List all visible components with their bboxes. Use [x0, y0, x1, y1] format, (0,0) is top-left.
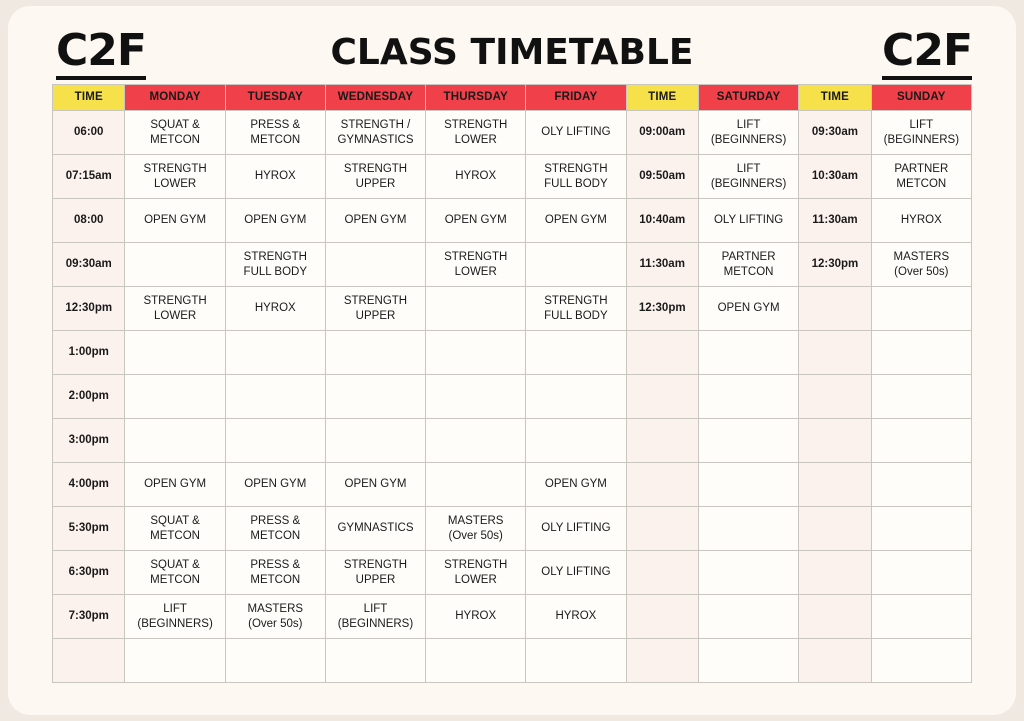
cell-friday: OLY LIFTING — [526, 111, 626, 155]
cell-monday: STRENGTH LOWER — [125, 287, 225, 331]
table-body — [53, 111, 972, 683]
cell-time-sunday — [799, 375, 871, 419]
cell-time-sunday: 12:30pm — [799, 243, 871, 287]
cell-sunday — [871, 639, 971, 683]
header-time-weekday: TIME — [53, 85, 125, 111]
cell-time-sunday: 10:30am — [799, 155, 871, 199]
table-row — [53, 463, 972, 507]
header-friday: FRIDAY — [526, 85, 626, 111]
cell-tuesday — [225, 419, 325, 463]
cell-saturday — [698, 551, 798, 595]
cell-tuesday: HYROX — [225, 155, 325, 199]
cell-saturday: LIFT (BEGINNERS) — [698, 155, 798, 199]
cell-wednesday: GYMNASTICS — [325, 507, 425, 551]
cell-time-sunday: 11:30am — [799, 199, 871, 243]
cell-time-weekday: 1:00pm — [53, 331, 125, 375]
cell-time-sunday — [799, 331, 871, 375]
cell-time-saturday: 09:00am — [626, 111, 698, 155]
cell-monday — [125, 639, 225, 683]
cell-tuesday: OPEN GYM — [225, 463, 325, 507]
cell-time-sunday — [799, 551, 871, 595]
cell-friday — [526, 375, 626, 419]
header-time-saturday: TIME — [626, 85, 698, 111]
table-row — [53, 419, 972, 463]
header-sunday: SUNDAY — [871, 85, 971, 111]
cell-wednesday — [325, 375, 425, 419]
cell-thursday: HYROX — [426, 155, 526, 199]
cell-saturday — [698, 419, 798, 463]
cell-time-saturday: 10:40am — [626, 199, 698, 243]
cell-tuesday — [225, 375, 325, 419]
table-row — [53, 375, 972, 419]
cell-time-sunday — [799, 419, 871, 463]
cell-sunday — [871, 551, 971, 595]
cell-time-saturday — [626, 463, 698, 507]
logo-right: C2F — [882, 28, 972, 80]
cell-sunday — [871, 419, 971, 463]
cell-thursday: HYROX — [426, 595, 526, 639]
timetable-page — [8, 6, 1016, 715]
cell-friday — [526, 639, 626, 683]
table-row — [53, 551, 972, 595]
cell-time-saturday: 11:30am — [626, 243, 698, 287]
cell-time-sunday — [799, 595, 871, 639]
table-row — [53, 243, 972, 287]
cell-sunday: HYROX — [871, 199, 971, 243]
cell-saturday — [698, 375, 798, 419]
cell-friday: STRENGTH FULL BODY — [526, 287, 626, 331]
cell-thursday: MASTERS (Over 50s) — [426, 507, 526, 551]
cell-saturday — [698, 639, 798, 683]
cell-thursday — [426, 419, 526, 463]
cell-friday: OPEN GYM — [526, 463, 626, 507]
cell-thursday: STRENGTH LOWER — [426, 111, 526, 155]
cell-friday — [526, 243, 626, 287]
cell-wednesday: STRENGTH UPPER — [325, 551, 425, 595]
cell-friday — [526, 419, 626, 463]
cell-tuesday: OPEN GYM — [225, 199, 325, 243]
cell-time-weekday: 08:00 — [53, 199, 125, 243]
cell-time-sunday — [799, 287, 871, 331]
cell-time-sunday — [799, 463, 871, 507]
cell-friday: OLY LIFTING — [526, 551, 626, 595]
cell-saturday — [698, 331, 798, 375]
cell-tuesday: PRESS & METCON — [225, 111, 325, 155]
cell-sunday — [871, 331, 971, 375]
cell-time-weekday: 3:00pm — [53, 419, 125, 463]
cell-time-saturday — [626, 375, 698, 419]
cell-tuesday: MASTERS (Over 50s) — [225, 595, 325, 639]
cell-time-saturday — [626, 551, 698, 595]
table-row — [53, 331, 972, 375]
cell-tuesday: STRENGTH FULL BODY — [225, 243, 325, 287]
cell-thursday — [426, 331, 526, 375]
page-title: CLASS TIMETABLE — [330, 32, 694, 73]
cell-thursday — [426, 639, 526, 683]
cell-time-weekday: 12:30pm — [53, 287, 125, 331]
header-time-sunday: TIME — [799, 85, 871, 111]
cell-saturday — [698, 463, 798, 507]
cell-time-weekday — [53, 639, 125, 683]
cell-time-sunday: 09:30am — [799, 111, 871, 155]
cell-sunday — [871, 375, 971, 419]
cell-time-sunday — [799, 639, 871, 683]
cell-time-saturday — [626, 639, 698, 683]
cell-saturday: PARTNER METCON — [698, 243, 798, 287]
cell-time-weekday: 07:15am — [53, 155, 125, 199]
cell-time-saturday — [626, 331, 698, 375]
cell-time-saturday — [626, 507, 698, 551]
cell-time-saturday: 09:50am — [626, 155, 698, 199]
cell-sunday: MASTERS (Over 50s) — [871, 243, 971, 287]
cell-time-weekday: 09:30am — [53, 243, 125, 287]
cell-thursday: STRENGTH LOWER — [426, 243, 526, 287]
cell-time-weekday: 6:30pm — [53, 551, 125, 595]
cell-monday: LIFT (BEGINNERS) — [125, 595, 225, 639]
cell-time-saturday — [626, 595, 698, 639]
cell-wednesday — [325, 419, 425, 463]
cell-thursday: OPEN GYM — [426, 199, 526, 243]
cell-thursday — [426, 463, 526, 507]
cell-wednesday — [325, 331, 425, 375]
cell-friday: HYROX — [526, 595, 626, 639]
header-saturday: SATURDAY — [698, 85, 798, 111]
cell-monday — [125, 375, 225, 419]
cell-thursday — [426, 375, 526, 419]
cell-monday: OPEN GYM — [125, 199, 225, 243]
cell-sunday: PARTNER METCON — [871, 155, 971, 199]
cell-wednesday: STRENGTH / GYMNASTICS — [325, 111, 425, 155]
cell-monday — [125, 243, 225, 287]
class-timetable — [52, 84, 972, 683]
cell-thursday: STRENGTH LOWER — [426, 551, 526, 595]
cell-saturday — [698, 595, 798, 639]
cell-monday: SQUAT & METCON — [125, 551, 225, 595]
cell-tuesday: HYROX — [225, 287, 325, 331]
cell-saturday: OLY LIFTING — [698, 199, 798, 243]
cell-thursday — [426, 287, 526, 331]
cell-tuesday: PRESS & METCON — [225, 551, 325, 595]
cell-time-weekday: 4:00pm — [53, 463, 125, 507]
cell-friday: STRENGTH FULL BODY — [526, 155, 626, 199]
cell-monday — [125, 419, 225, 463]
cell-time-saturday — [626, 419, 698, 463]
logo-left: C2F — [56, 28, 146, 80]
cell-tuesday: PRESS & METCON — [225, 507, 325, 551]
header-tuesday: TUESDAY — [225, 85, 325, 111]
table-row — [53, 287, 972, 331]
cell-wednesday — [325, 243, 425, 287]
cell-sunday — [871, 287, 971, 331]
table-header-row — [53, 85, 972, 111]
cell-friday: OLY LIFTING — [526, 507, 626, 551]
cell-time-weekday: 5:30pm — [53, 507, 125, 551]
cell-time-saturday: 12:30pm — [626, 287, 698, 331]
cell-wednesday: LIFT (BEGINNERS) — [325, 595, 425, 639]
cell-sunday — [871, 507, 971, 551]
cell-time-weekday: 7:30pm — [53, 595, 125, 639]
cell-wednesday: STRENGTH UPPER — [325, 155, 425, 199]
cell-friday: OPEN GYM — [526, 199, 626, 243]
cell-sunday — [871, 595, 971, 639]
cell-sunday: LIFT (BEGINNERS) — [871, 111, 971, 155]
cell-time-sunday — [799, 507, 871, 551]
table-row — [53, 507, 972, 551]
cell-sunday — [871, 463, 971, 507]
cell-tuesday — [225, 639, 325, 683]
cell-wednesday: STRENGTH UPPER — [325, 287, 425, 331]
header-monday: MONDAY — [125, 85, 225, 111]
cell-time-weekday: 06:00 — [53, 111, 125, 155]
cell-monday: SQUAT & METCON — [125, 111, 225, 155]
table-row — [53, 595, 972, 639]
cell-wednesday: OPEN GYM — [325, 463, 425, 507]
header-wednesday: WEDNESDAY — [325, 85, 425, 111]
cell-saturday: LIFT (BEGINNERS) — [698, 111, 798, 155]
cell-monday — [125, 331, 225, 375]
cell-friday — [526, 331, 626, 375]
cell-monday: SQUAT & METCON — [125, 507, 225, 551]
cell-time-weekday: 2:00pm — [53, 375, 125, 419]
cell-wednesday: OPEN GYM — [325, 199, 425, 243]
cell-saturday — [698, 507, 798, 551]
table-row — [53, 639, 972, 683]
cell-monday: STRENGTH LOWER — [125, 155, 225, 199]
cell-monday: OPEN GYM — [125, 463, 225, 507]
cell-saturday: OPEN GYM — [698, 287, 798, 331]
table-row — [53, 111, 972, 155]
cell-tuesday — [225, 331, 325, 375]
table-row — [53, 155, 972, 199]
table-row — [53, 199, 972, 243]
header-thursday: THURSDAY — [426, 85, 526, 111]
cell-wednesday — [325, 639, 425, 683]
page-header — [8, 6, 1016, 84]
